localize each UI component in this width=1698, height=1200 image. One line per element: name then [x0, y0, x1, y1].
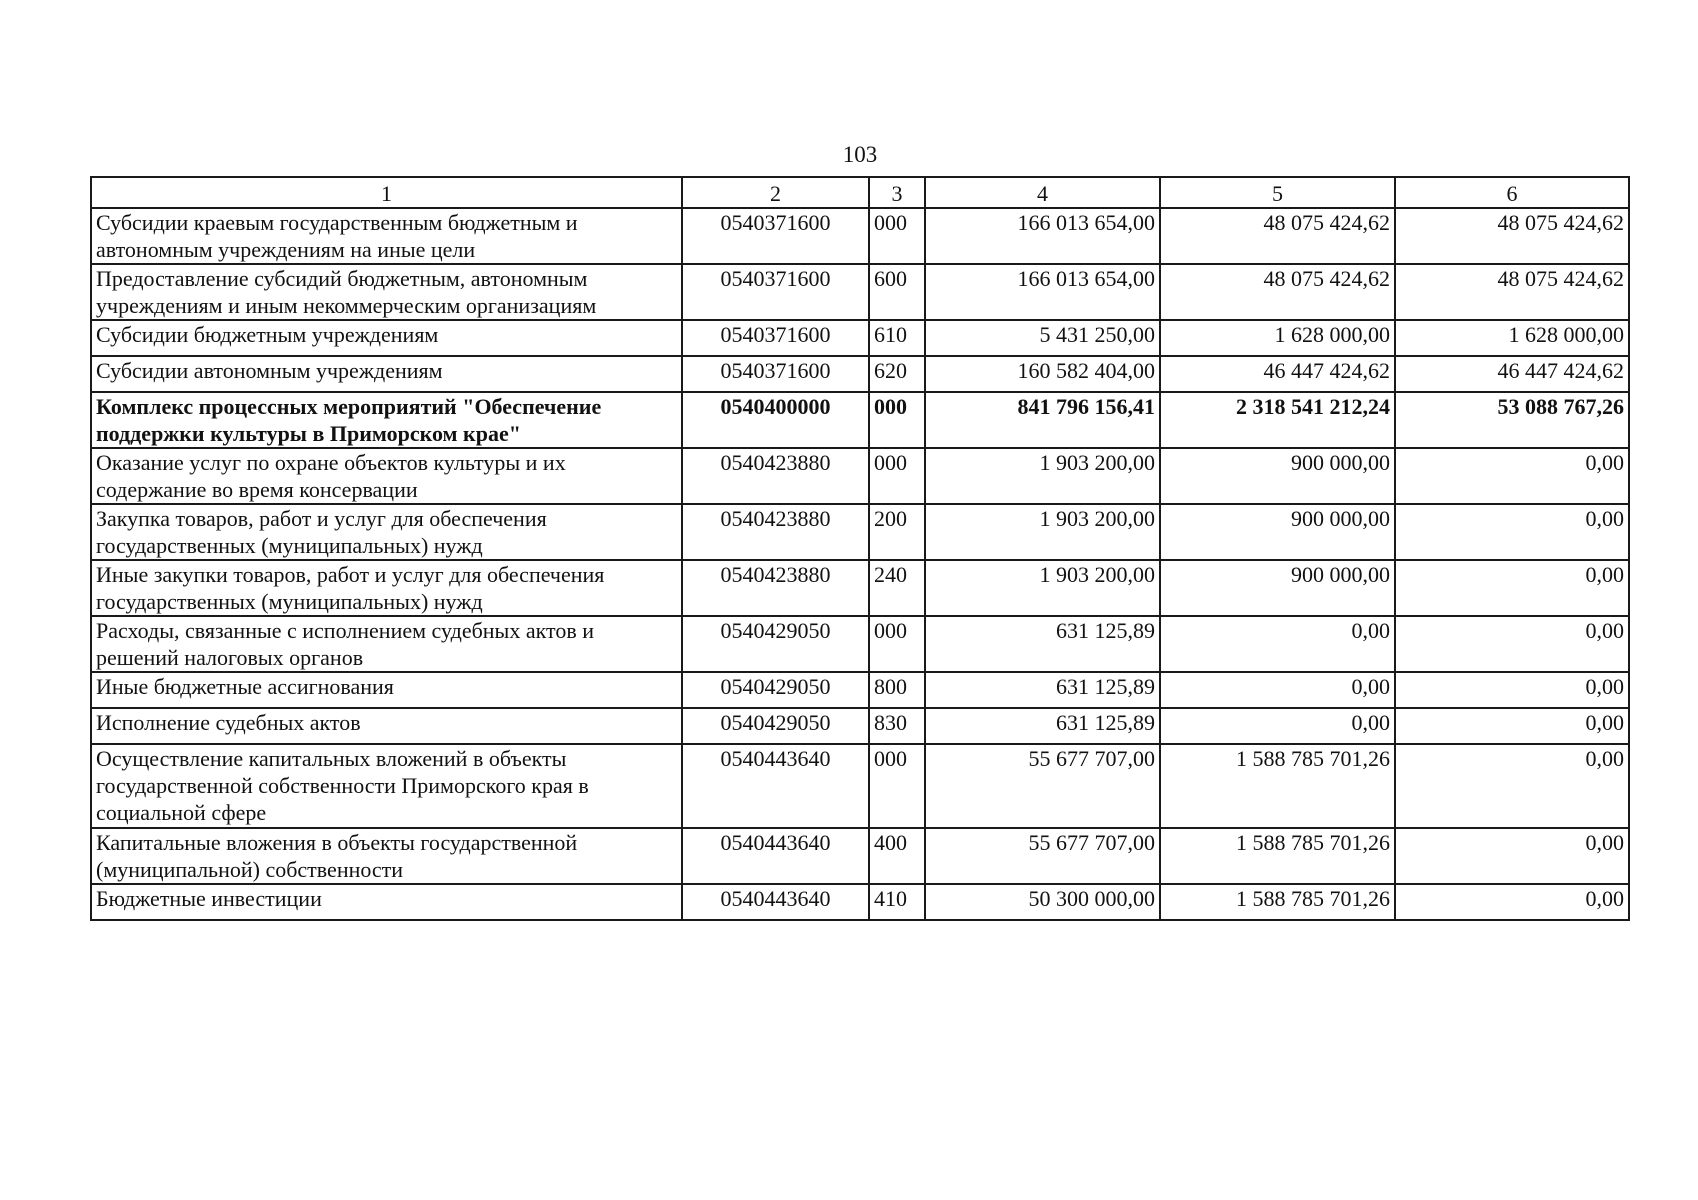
- amount-col4-cell: 55 677 707,00: [925, 828, 1160, 884]
- expense-type-cell: 000: [869, 448, 925, 504]
- target-code-cell: 0540429050: [682, 708, 869, 744]
- amount-col5-cell: 900 000,00: [1160, 560, 1395, 616]
- row-name-cell: Бюджетные инвестиции: [91, 884, 682, 920]
- row-name-cell: Закупка товаров, работ и услуг для обеспечения государственных (муниципальных) нужд: [91, 504, 682, 560]
- row-name-cell: Осуществление капитальных вложений в объекты государственной собственности Приморского края в социальной сфере: [91, 744, 682, 828]
- row-name-cell: Субсидии краевым государственным бюджетным и автономным учреждениям на иные цели: [91, 208, 682, 264]
- row-name-cell: Субсидии бюджетным учреждениям: [91, 320, 682, 356]
- amount-col4-cell: 1 903 200,00: [925, 504, 1160, 560]
- row-name-cell: Иные бюджетные ассигнования: [91, 672, 682, 708]
- amount-col5-cell: 900 000,00: [1160, 448, 1395, 504]
- amount-col6-cell: 53 088 767,26: [1395, 392, 1629, 448]
- expense-type-cell: 000: [869, 616, 925, 672]
- amount-col5-cell: 0,00: [1160, 672, 1395, 708]
- expense-type-cell: 620: [869, 356, 925, 392]
- amount-col4-cell: 631 125,89: [925, 616, 1160, 672]
- table-row: [91, 744, 1629, 828]
- table-row: [91, 828, 1629, 884]
- table-row-bold: [91, 392, 1629, 448]
- amount-col4-cell: 55 677 707,00: [925, 744, 1160, 828]
- expense-type-cell: 610: [869, 320, 925, 356]
- amount-col5-cell: 1 628 000,00: [1160, 320, 1395, 356]
- row-name-cell: Исполнение судебных актов: [91, 708, 682, 744]
- expense-type-cell: 000: [869, 208, 925, 264]
- target-code-cell: 0540371600: [682, 320, 869, 356]
- expense-type-cell: 410: [869, 884, 925, 920]
- expense-type-cell: 800: [869, 672, 925, 708]
- target-code-cell: 0540443640: [682, 884, 869, 920]
- amount-col4-cell: 166 013 654,00: [925, 208, 1160, 264]
- amount-col5-cell: 2 318 541 212,24: [1160, 392, 1395, 448]
- table-row: [91, 708, 1629, 744]
- table-row: [91, 672, 1629, 708]
- column-header-5: 5: [1160, 177, 1395, 208]
- amount-col4-cell: 841 796 156,41: [925, 392, 1160, 448]
- amount-col4-cell: 631 125,89: [925, 708, 1160, 744]
- target-code-cell: 0540423880: [682, 504, 869, 560]
- amount-col5-cell: 0,00: [1160, 616, 1395, 672]
- amount-col6-cell: 0,00: [1395, 708, 1629, 744]
- row-name-cell: Расходы, связанные с исполнением судебных актов и решений налоговых органов: [91, 616, 682, 672]
- expense-type-cell: 200: [869, 504, 925, 560]
- amount-col4-cell: 5 431 250,00: [925, 320, 1160, 356]
- amount-col4-cell: 160 582 404,00: [925, 356, 1160, 392]
- amount-col6-cell: 0,00: [1395, 560, 1629, 616]
- table-row: [91, 884, 1629, 920]
- amount-col4-cell: 50 300 000,00: [925, 884, 1160, 920]
- amount-col6-cell: 0,00: [1395, 884, 1629, 920]
- amount-col5-cell: 1 588 785 701,26: [1160, 828, 1395, 884]
- amount-col4-cell: 1 903 200,00: [925, 560, 1160, 616]
- expense-type-cell: 000: [869, 392, 925, 448]
- column-header-6: 6: [1395, 177, 1629, 208]
- expense-type-cell: 240: [869, 560, 925, 616]
- amount-col5-cell: 0,00: [1160, 708, 1395, 744]
- amount-col4-cell: 1 903 200,00: [925, 448, 1160, 504]
- target-code-cell: 0540429050: [682, 672, 869, 708]
- amount-col6-cell: 0,00: [1395, 504, 1629, 560]
- amount-col5-cell: 1 588 785 701,26: [1160, 884, 1395, 920]
- target-code-cell: 0540429050: [682, 616, 869, 672]
- expense-type-cell: 000: [869, 744, 925, 828]
- amount-col6-cell: 0,00: [1395, 672, 1629, 708]
- budget-table: [90, 176, 1630, 921]
- table-row: [91, 264, 1629, 320]
- column-header-3: 3: [869, 177, 925, 208]
- target-code-cell: 0540423880: [682, 560, 869, 616]
- column-header-1: 1: [91, 177, 682, 208]
- column-number-row: [91, 177, 1629, 208]
- expense-type-cell: 600: [869, 264, 925, 320]
- page-number: 103: [842, 142, 878, 167]
- amount-col5-cell: 1 588 785 701,26: [1160, 744, 1395, 828]
- row-name-cell: Оказание услуг по охране объектов культуры и их содержание во время консервации: [91, 448, 682, 504]
- expense-type-cell: 400: [869, 828, 925, 884]
- target-code-cell: 0540443640: [682, 828, 869, 884]
- amount-col4-cell: 631 125,89: [925, 672, 1160, 708]
- row-name-cell: Капитальные вложения в объекты государственной (муниципальной) собственности: [91, 828, 682, 884]
- target-code-cell: 0540371600: [682, 264, 869, 320]
- amount-col6-cell: 0,00: [1395, 744, 1629, 828]
- row-name-cell: Иные закупки товаров, работ и услуг для обеспечения государственных (муниципальных) нужд: [91, 560, 682, 616]
- amount-col6-cell: 48 075 424,62: [1395, 264, 1629, 320]
- amount-col6-cell: 1 628 000,00: [1395, 320, 1629, 356]
- target-code-cell: 0540443640: [682, 744, 869, 828]
- target-code-cell: 0540423880: [682, 448, 869, 504]
- amount-col6-cell: 46 447 424,62: [1395, 356, 1629, 392]
- table-row: [91, 356, 1629, 392]
- column-header-4: 4: [925, 177, 1160, 208]
- amount-col6-cell: 0,00: [1395, 828, 1629, 884]
- table-row: [91, 320, 1629, 356]
- table-row: [91, 448, 1629, 504]
- row-name-cell: Комплекс процессных мероприятий "Обеспечение поддержки культуры в Приморском крае": [91, 392, 682, 448]
- expense-type-cell: 830: [869, 708, 925, 744]
- amount-col6-cell: 0,00: [1395, 448, 1629, 504]
- row-name-cell: Субсидии автономным учреждениям: [91, 356, 682, 392]
- table-row: [91, 208, 1629, 264]
- amount-col5-cell: 900 000,00: [1160, 504, 1395, 560]
- amount-col5-cell: 48 075 424,62: [1160, 208, 1395, 264]
- column-header-2: 2: [682, 177, 869, 208]
- target-code-cell: 0540400000: [682, 392, 869, 448]
- target-code-cell: 0540371600: [682, 208, 869, 264]
- row-name-cell: Предоставление субсидий бюджетным, автономным учреждениям и иным некоммерческим организациям: [91, 264, 682, 320]
- table-row: [91, 616, 1629, 672]
- amount-col6-cell: 48 075 424,62: [1395, 208, 1629, 264]
- amount-col5-cell: 46 447 424,62: [1160, 356, 1395, 392]
- amount-col4-cell: 166 013 654,00: [925, 264, 1160, 320]
- amount-col6-cell: 0,00: [1395, 616, 1629, 672]
- amount-col5-cell: 48 075 424,62: [1160, 264, 1395, 320]
- table-row: [91, 504, 1629, 560]
- target-code-cell: 0540371600: [682, 356, 869, 392]
- table-row: [91, 560, 1629, 616]
